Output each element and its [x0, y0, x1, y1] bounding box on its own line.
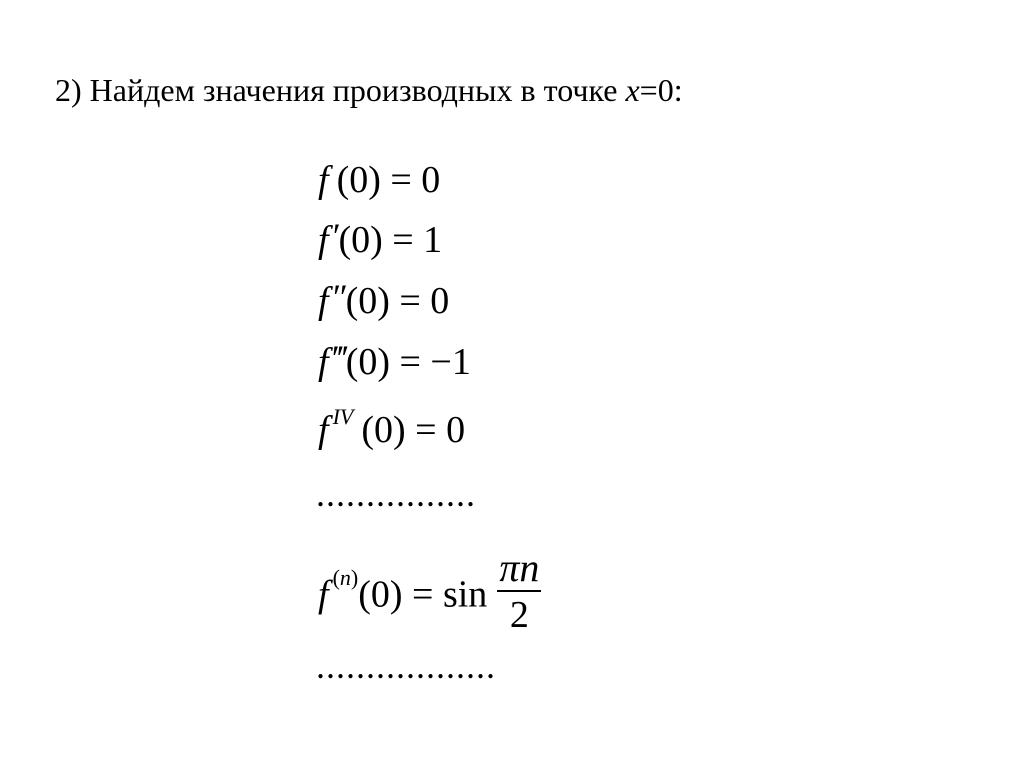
fraction-denominator: 2 — [509, 594, 529, 636]
derivative-prime: ‴ — [330, 338, 346, 378]
equation-rhs: (0) = 0 — [361, 409, 466, 451]
heading-suffix: =0: — [639, 72, 683, 108]
heading-prefix: 2) Найдем значения производных в точке — [55, 72, 626, 108]
ellipsis-row-1: ................ — [316, 474, 476, 514]
equation-f3 — [318, 340, 471, 384]
derivative-prime: ″ — [330, 277, 346, 317]
equation-rhs: (0) = −1 — [345, 341, 471, 383]
function-symbol: f — [318, 219, 329, 261]
function-symbol: f — [318, 573, 329, 616]
derivative-order: IV — [332, 404, 354, 429]
function-symbol: f — [318, 280, 329, 322]
function-symbol: f — [318, 159, 329, 201]
fraction — [497, 546, 541, 638]
equation-fn-general — [318, 545, 541, 644]
derivative-prime: ′ — [330, 216, 339, 256]
slide-heading — [55, 70, 683, 110]
equation-rhs: (0) = 0 — [345, 280, 450, 322]
equation-rhs: (0) = sin — [358, 573, 488, 616]
equation-rhs: (0) = 1 — [338, 219, 443, 261]
function-symbol: f — [318, 341, 329, 383]
equation-f4 — [318, 404, 466, 457]
equation-rhs: (0) = 0 — [336, 159, 441, 201]
ellipsis-row-2: .................. — [316, 646, 496, 686]
derivative-order-n: (n) — [332, 564, 359, 590]
equation-f0 — [318, 158, 440, 202]
function-symbol: f — [318, 409, 329, 451]
equation-f1 — [318, 218, 442, 262]
fraction-numerator: πn — [499, 545, 540, 590]
equation-f2 — [318, 279, 449, 323]
heading-variable: x — [625, 72, 640, 108]
